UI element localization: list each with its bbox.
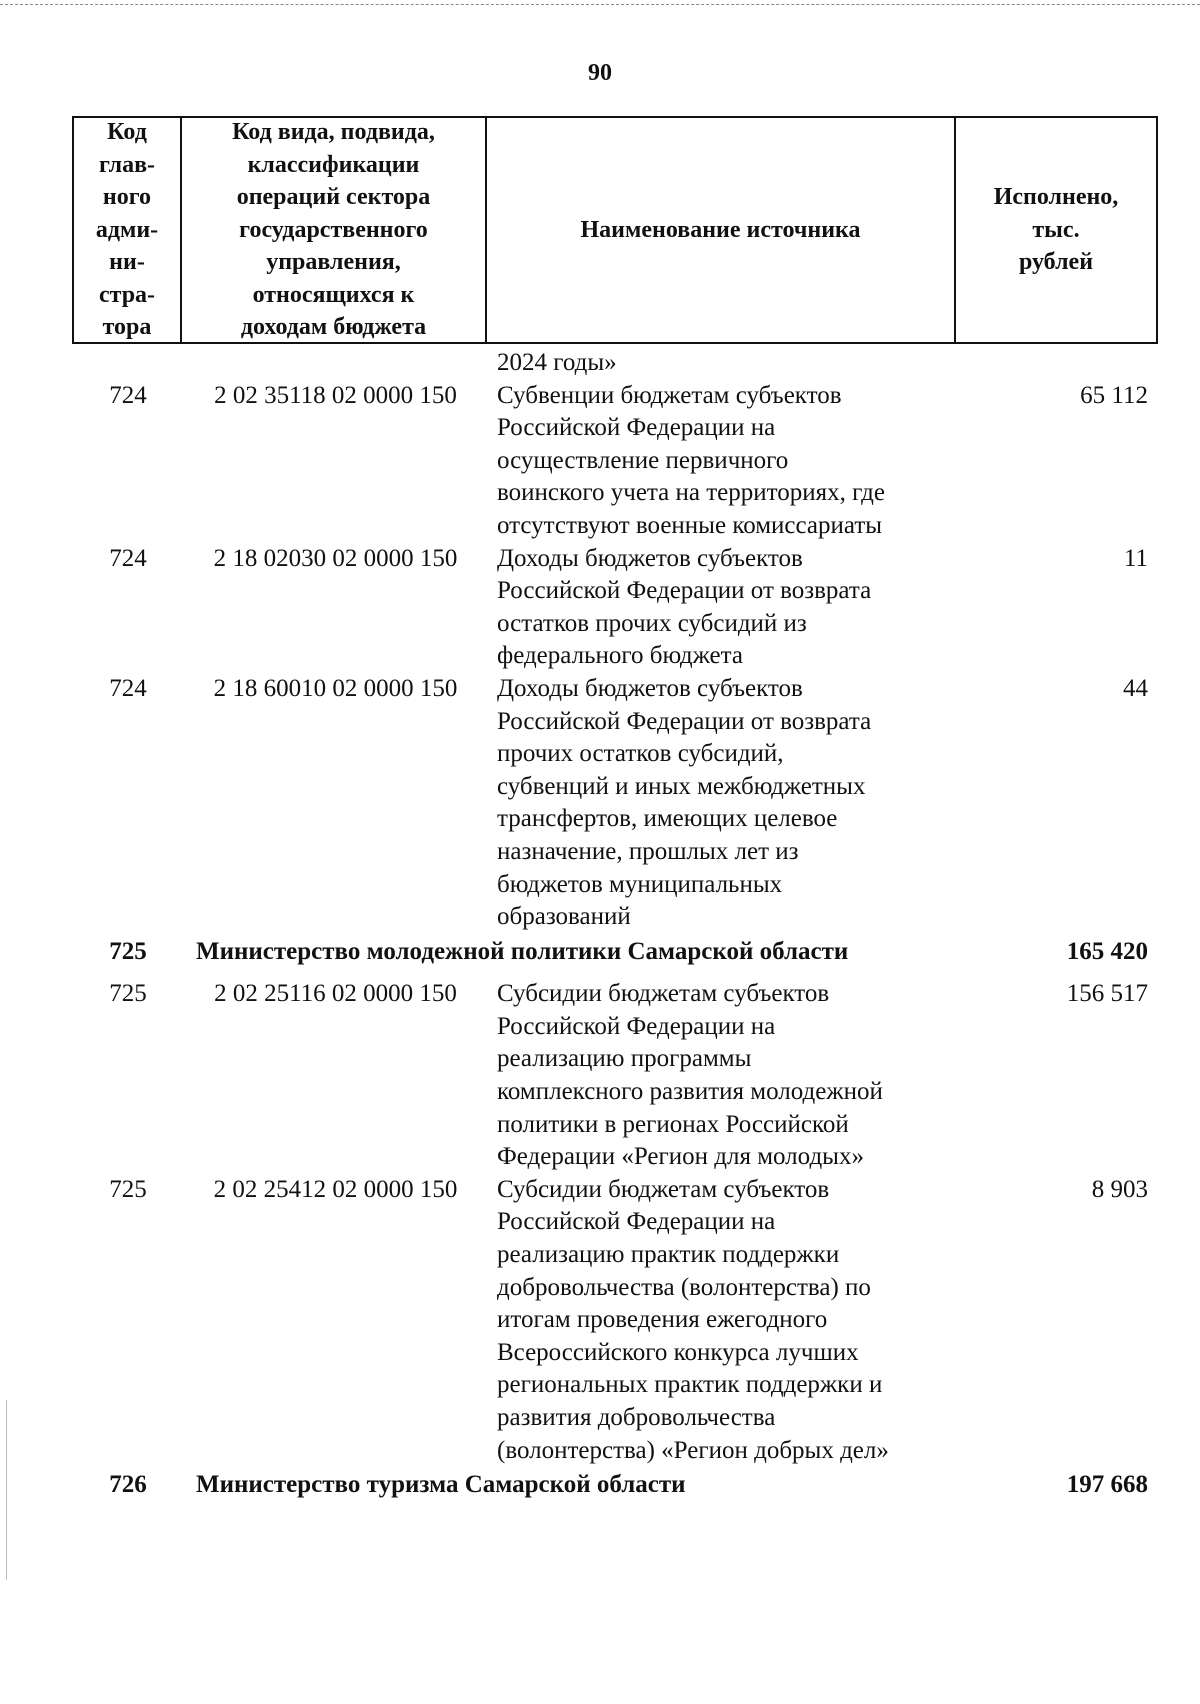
admin-code: 724 bbox=[109, 544, 147, 572]
administrator-total: 165 420 bbox=[1066, 937, 1148, 965]
classification-code: 2 18 02030 02 0000 150 bbox=[213, 544, 458, 572]
table-body bbox=[72, 347, 1158, 1512]
classification-code: 2 02 35118 02 0000 150 bbox=[214, 381, 457, 409]
administrator-total-row bbox=[72, 1469, 1158, 1502]
header-classification-code: Код вида, подвида, классификации операций сектора государственного управления, относящихся к доходам бюджета bbox=[182, 118, 487, 342]
admin-code: 724 bbox=[109, 674, 147, 702]
amount: 156 517 bbox=[1066, 980, 1148, 1008]
source-name: Субсидии бюджетам субъектов Российской Федерации на реализацию практик поддержки добровольчества (волонтерства) по итогам проведения ежегодного Всероссийского конкурса лучших региональных практик поддержки и развития добровольчества (волонтерства) «Регион добрых дел» bbox=[497, 1175, 889, 1464]
source-name: Субсидии бюджетам субъектов Российской Федерации на реализацию программы комплексного развития молодежной политики в регионах Российской Федерации «Регион для молодых» bbox=[497, 980, 883, 1171]
table-header bbox=[72, 116, 1158, 344]
header-admin-code: Код глав- ного адми- ни- стра- тора bbox=[74, 118, 182, 342]
source-name: Субвенции бюджетам субъектов Российской Федерации на осуществление первичного воинского учета на территориях, где отсутствуют военные комиссариаты bbox=[497, 381, 885, 539]
admin-code: 725 bbox=[109, 937, 147, 965]
amount: 11 bbox=[1123, 544, 1148, 572]
table-row bbox=[72, 380, 1158, 543]
table-row bbox=[72, 978, 1158, 1174]
header-source-name: Наименование источника bbox=[487, 118, 956, 342]
amount: 8 903 bbox=[1091, 1175, 1148, 1203]
source-name: Доходы бюджетов субъектов Российской Федерации от возврата прочих остатков субсидий, субвенций и иных межбюджетных трансфертов, имеющих целевое назначение, прошлых лет из бюджетов муниципальных образований bbox=[497, 674, 872, 931]
continuation-row bbox=[72, 347, 1158, 380]
amount: 65 112 bbox=[1080, 381, 1148, 409]
table-row bbox=[72, 673, 1158, 934]
source-name: Доходы бюджетов субъектов Российской Федерации от возврата остатков прочих субсидий из федерального бюджета bbox=[497, 544, 872, 670]
table-row bbox=[72, 543, 1158, 673]
scan-edge-line bbox=[0, 4, 1200, 5]
classification-code: 2 18 60010 02 0000 150 bbox=[213, 674, 458, 702]
continuation-text: 2024 годы» bbox=[497, 349, 617, 376]
admin-code: 725 bbox=[109, 1175, 147, 1203]
administrator-name: Министерство молодежной политики Самарской области bbox=[196, 937, 849, 965]
administrator-total: 197 668 bbox=[1066, 1471, 1148, 1499]
amount: 44 bbox=[1123, 674, 1148, 702]
admin-code: 725 bbox=[109, 980, 147, 1008]
classification-code: 2 02 25412 02 0000 150 bbox=[213, 1175, 458, 1203]
administrator-total-row bbox=[72, 936, 1158, 969]
admin-code: 724 bbox=[109, 381, 147, 409]
scan-margin-mark bbox=[6, 1400, 7, 1580]
admin-code: 726 bbox=[109, 1471, 147, 1499]
page-number: 90 bbox=[588, 60, 612, 86]
administrator-name: Министерство туризма Самарской области bbox=[196, 1471, 686, 1499]
header-amount: Исполнено, тыс. рублей bbox=[993, 184, 1119, 276]
table-row bbox=[72, 1174, 1158, 1467]
classification-code: 2 02 25116 02 0000 150 bbox=[214, 980, 457, 1008]
